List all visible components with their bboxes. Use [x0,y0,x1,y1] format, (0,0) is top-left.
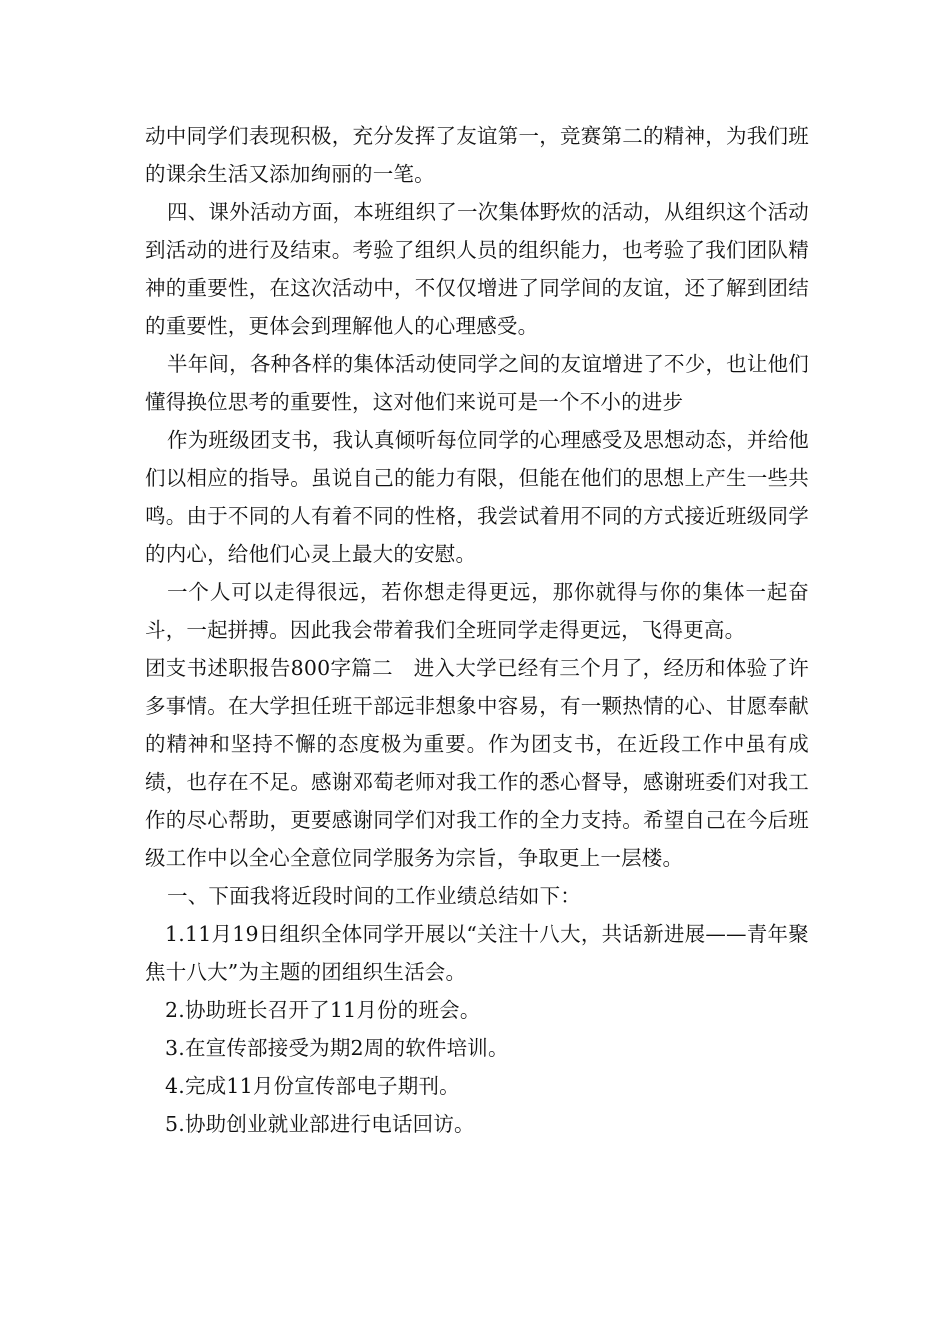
paragraph-summary-intro: 一、下面我将近段时间的工作业绩总结如下： [167,884,581,908]
list-item: 1.11月19日组织全体同学开展以“关注十八大，共话新进展——青年聚焦十八大”为主题的团组织生活会。 [145,922,809,984]
document-body [145,117,809,1143]
paragraph-league-secretary: 作为班级团支书，我认真倾听每位同学的心理感受及思想动态，并给他们以相应的指导。虽说自己的能力有限，但能在他们的思想上产生一些共鸣。由于不同的人有着不同的性格，我尝试着用不同的方式接近班级同学的内心，给他们心灵上最大的安慰。 [145,428,809,566]
paragraph-half-year: 半年间，各种各样的集体活动使同学之间的友谊增进了不少，也让他们懂得换位思考的重要性，这对他们来说可是一个不小的进步 [145,352,809,414]
list-item: 2.协助班长召开了11月份的班会。 [165,998,481,1022]
list-item: 5.协助创业就业部进行电话回访。 [165,1112,475,1136]
paragraph-extracurricular-activities: 四、课外活动方面，本班组织了一次集体野炊的活动，从组织这个活动到活动的进行及结束。考验了组织人员的组织能力，也考验了我们团队精神的重要性，在这次活动中，不仅仅增进了同学间的友谊，还了解到团结的重要性，更体会到理解他人的心理感受。 [145,200,809,338]
paragraph-continuation: 动中同学们表现积极，充分发挥了友谊第一，竞赛第二的精神，为我们班的课余生活又添加绚丽的一笔。 [145,124,809,186]
paragraph-report-part-two: 团支书述职报告800字篇二 进入大学已经有三个月了，经历和体验了许多事情。在大学担任班干部远非想象中容易，有一颗热情的心、甘愿奉献的精神和坚持不懈的态度极为重要。作为团支书，在近段工作中虽有成绩，也存在不足。感谢邓萄老师对我工作的悉心督导，感谢班委们对我工作的尽心帮助，更要感谢同学们对我工作的全力支持。希望自己在今后班级工作中以全心全意位同学服务为宗旨，争取更上一层楼。 [145,656,809,870]
paragraph-go-further-together: 一个人可以走得很远，若你想走得更远，那你就得与你的集体一起奋斗，一起拼搏。因此我会带着我们全班同学走得更远，飞得更高。 [145,580,809,642]
list-item: 3.在宣传部接受为期2周的软件培训。 [165,1036,509,1060]
list-item: 4.完成11月份宣传部电子期刊。 [165,1074,460,1098]
